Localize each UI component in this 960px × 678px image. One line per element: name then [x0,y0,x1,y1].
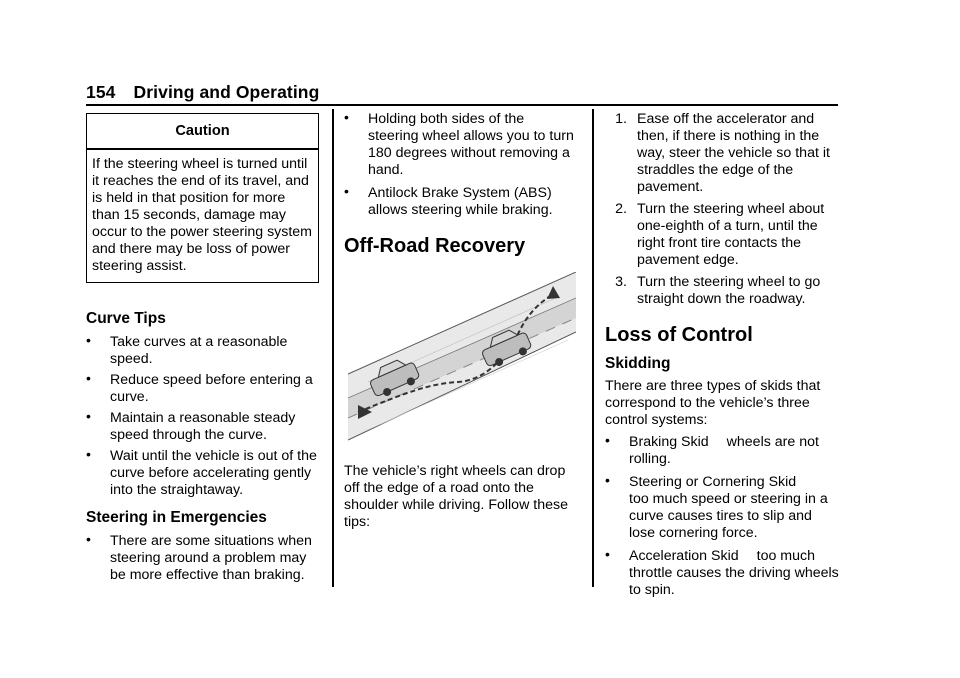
caution-body: If the steering wheel is turned until it reaches the end of its travel, and is held in that position for more than 15 seconds, damage may occur to the power steering system and there may be loss of power steering assist. [92,155,313,274]
step-text: Turn the steering wheel to go straight down the roadway. [637,274,821,307]
bullet-glyph: • [86,407,91,424]
list-item [605,274,841,308]
steering-emergencies-list [86,530,319,584]
curve-tips-list [86,331,319,499]
skidding-intro: There are three types of skids that correspond to the vehicle’s three control systems: [605,378,821,428]
column-divider [592,109,594,587]
bullet-glyph: • [86,331,91,348]
list-item [86,369,319,406]
list-item [605,111,841,196]
caution-box [86,113,319,283]
bullet-glyph: • [605,546,610,562]
bullet-glyph: • [86,530,91,547]
bullet-glyph: • [86,445,91,462]
list-item [86,530,319,584]
step-text: Turn the steering wheel about one-eighth of a turn, until the right front tire contacts the pavement edge. [637,201,825,268]
skid-name: Braking Skid [629,434,709,450]
list-item-text: Take curves at a reasonable speed. [110,333,288,367]
bullet-glyph: • [86,369,91,386]
page-number: 154 [86,82,116,102]
bullet-glyph: • [344,183,349,199]
skid-description: too much throttle causes the driving wheels to spin. [629,548,839,598]
bullet-glyph: • [605,472,610,488]
caution-title: Caution [175,123,230,139]
skid-description: wheels are not rolling. [629,434,819,467]
list-item [86,407,319,444]
off-road-recovery-illustration [348,272,576,442]
section-title: Driving and Operating [133,82,320,102]
step-number: 1. [615,111,627,127]
off-road-recovery-text: The vehicle’s right wheels can drop off the edge of a road onto the shoulder while driving. Follow these tips: [344,463,568,530]
list-item-text: Antilock Brake System (ABS) allows steering while braking. [368,185,553,218]
list-item [344,185,576,219]
list-item-text: Holding both sides of the steering wheel allows you to turn 180 degrees without removing a hand. [368,111,574,178]
skid-types-list [605,434,841,599]
list-item [605,548,841,599]
list-item [605,474,841,542]
list-item [86,331,319,368]
bullet-glyph: • [605,432,610,448]
list-item-text: Maintain a reasonable steady speed through the curve. [110,409,296,443]
road-illustration [348,272,576,440]
off-road-recovery-heading: Off-Road Recovery [344,235,526,257]
curve-tips-heading: Curve Tips [86,309,166,327]
list-item-text: Wait until the vehicle is out of the curve before accelerating gently into the straightaway. [110,447,317,498]
skid-name: Steering or Cornering Skid [629,474,797,490]
list-item [605,434,841,468]
page-header [86,82,319,103]
list-item [605,201,841,269]
step-number: 2. [615,201,627,217]
off-road-steps [605,111,841,308]
step-number: 3. [615,274,627,290]
list-item [86,445,319,499]
skid-name: Acceleration Skid [629,548,739,564]
list-item [344,111,576,179]
list-item-text: There are some situations when steering around a problem may be more effective than braking. [110,532,312,583]
list-item-text: Reduce speed before entering a curve. [110,371,313,405]
column-2 [344,111,576,531]
steering-emergencies-list-cont [344,111,576,219]
column-divider [332,109,334,587]
header-rule [86,104,838,106]
skid-description: too much speed or steering in a curve causes tires to slip and lose cornering force. [629,491,828,541]
steering-emergencies-heading: Steering in Emergencies [86,508,267,526]
loss-of-control-heading: Loss of Control [605,324,753,346]
skidding-heading: Skidding [605,355,671,372]
bullet-glyph: • [344,109,349,125]
column-3 [605,111,841,599]
column-1 [86,113,319,584]
step-text: Ease off the accelerator and then, if there is nothing in the way, steer the vehicle so that it straddles the edge of the pavement. [637,111,830,195]
